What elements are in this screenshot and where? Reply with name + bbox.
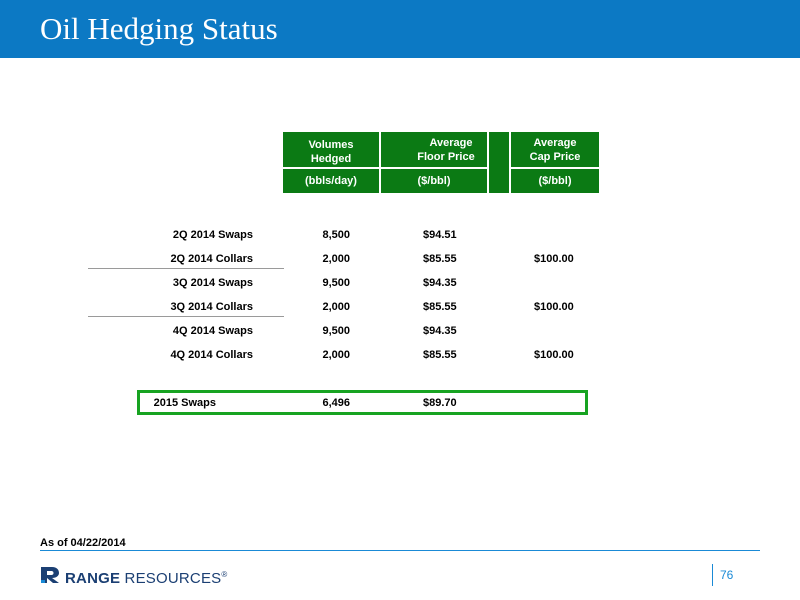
row-label: 2Q 2014 Collars xyxy=(170,253,253,265)
volumes-header-line2: Hedged xyxy=(310,153,352,165)
range-logo-icon xyxy=(40,566,62,584)
volume-cell: 8,500 xyxy=(322,229,350,241)
logo-word-range: RANGE xyxy=(65,570,121,587)
column-header-volumes xyxy=(283,132,379,167)
registered-mark: ® xyxy=(221,570,228,579)
floor-price-cell: $89.70 xyxy=(423,397,457,409)
cap-price-cell: $100.00 xyxy=(534,301,574,313)
column-header-cap xyxy=(511,132,599,167)
company-logo-text xyxy=(65,566,227,588)
floor-price-cell: $85.55 xyxy=(423,301,457,313)
volume-cell: 9,500 xyxy=(322,277,350,289)
volume-cell: 9,500 xyxy=(322,325,350,337)
as-of-date: As of 04/22/2014 xyxy=(40,537,126,549)
row-label: 4Q 2014 Collars xyxy=(170,349,253,361)
floor-price-cell: $85.55 xyxy=(423,349,457,361)
row-label: 2Q 2014 Swaps xyxy=(172,229,253,241)
volume-cell: 2,000 xyxy=(322,253,350,265)
volume-cell: 6,496 xyxy=(322,397,350,409)
page-title: Oil Hedging Status xyxy=(40,11,278,46)
floor-price-cell: $85.55 xyxy=(423,253,457,265)
page-number: 76 xyxy=(720,568,734,582)
column-header-gap xyxy=(489,132,509,193)
row-label: 3Q 2014 Collars xyxy=(170,301,253,313)
floor-price-cell: $94.35 xyxy=(423,325,457,337)
volume-cell: 2,000 xyxy=(322,301,350,313)
row-label: 4Q 2014 Swaps xyxy=(172,325,253,337)
cap-header-line2: Cap Price xyxy=(529,151,581,163)
footer-divider xyxy=(40,550,760,551)
column-header-floor xyxy=(381,132,487,167)
unit-header-floor: ($/bbl) xyxy=(381,169,487,193)
floor-header-line1: Average xyxy=(429,137,473,149)
page-number-divider xyxy=(712,564,713,586)
cap-header-line1: Average xyxy=(533,137,577,149)
floor-header-line2: Floor Price xyxy=(417,151,475,163)
quarter-divider xyxy=(88,316,284,317)
cap-price-cell: $100.00 xyxy=(534,349,574,361)
row-label: 2015 Swaps xyxy=(153,397,216,409)
volume-cell: 2,000 xyxy=(322,349,350,361)
floor-price-cell: $94.35 xyxy=(423,277,457,289)
volumes-header-line1: Volumes xyxy=(308,139,354,151)
floor-price-cell: $94.51 xyxy=(423,229,457,241)
unit-header-volumes: (bbls/day) xyxy=(283,169,379,193)
logo-word-resources: RESOURCES xyxy=(120,570,222,587)
cap-price-cell: $100.00 xyxy=(534,253,574,265)
title-bar xyxy=(0,0,800,58)
row-label: 3Q 2014 Swaps xyxy=(172,277,253,289)
quarter-divider xyxy=(88,268,284,269)
unit-header-cap: ($/bbl) xyxy=(511,169,599,193)
